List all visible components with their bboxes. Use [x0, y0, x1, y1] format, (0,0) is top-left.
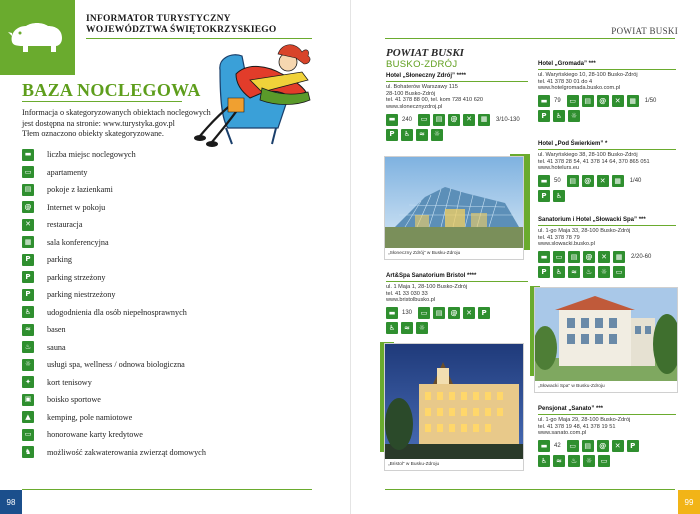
hotel-address: ul. 1-go Maja 29, 28-100 Busko-Zdrój: [538, 416, 631, 423]
hotel-website[interactable]: www.slonecznyzdroj.pl: [386, 104, 443, 111]
publication-title-line1: INFORMATOR TURYSTYCZNY: [86, 14, 231, 24]
legend-label: możliwość zakwaterowania zwierząt domowych: [47, 447, 206, 457]
legend-label: parking niestrzeżony: [47, 290, 116, 300]
header-divider: [385, 38, 675, 39]
intro-line: Tłem oznaczono obiekty skategoryzowane.: [22, 129, 164, 138]
spa-icon: ☼: [583, 455, 595, 467]
hotel-name: Hotel „Pod Świerkiem” *: [538, 141, 608, 147]
guarded-parking-icon: P: [22, 271, 34, 283]
amenity-icons: [538, 190, 676, 202]
amenity-icons: [538, 175, 676, 187]
wheelchair-icon: ♿: [386, 322, 398, 334]
tennis-icon: ✦: [22, 376, 34, 388]
apartment-icon: ▭: [567, 440, 579, 452]
sauna-icon: ♨: [22, 341, 34, 353]
bathroom-icon: ▤: [582, 440, 594, 452]
pool-icon: ≈: [553, 455, 565, 467]
district-title: POWIAT BUSKI: [386, 47, 464, 59]
hotel-entry: [538, 61, 676, 122]
photo-caption: „Bristol” w Busku-Zdroju: [385, 459, 523, 470]
restaurant-icon: ✕: [612, 95, 624, 107]
amenity-icons: [386, 322, 528, 334]
conference-capacity: 1/40: [629, 177, 642, 184]
legend-label: honorowane karty kredytowe: [47, 430, 143, 440]
legend-item: [22, 269, 206, 287]
publication-title: [86, 14, 276, 36]
hotel-city: 28-100 Busko-Zdrój: [386, 90, 436, 97]
conference-capacity: 1/50: [644, 97, 657, 104]
pool-icon: ≈: [401, 322, 413, 334]
wheelchair-icon: ♿: [553, 266, 565, 278]
hotel-website[interactable]: www.hotelurs.eu: [538, 165, 580, 172]
hotel-address: ul. Bohaterów Warszawy 115: [386, 83, 458, 90]
hotel-name: Pensjonat „Sanato” ***: [538, 406, 604, 412]
conference-icon: ▦: [613, 251, 625, 263]
wheelchair-icon: ♿: [553, 190, 565, 202]
internet-icon: @: [582, 175, 594, 187]
legend-item: [22, 339, 206, 357]
hotel-name: Hotel „Słoneczny Zdrój” ****: [386, 73, 467, 79]
internet-icon: @: [22, 201, 34, 213]
legend-label: udogodnienia dla osób niepełnosprawnych: [47, 307, 187, 317]
hotel-name: Hotel „Gromada” ***: [538, 61, 596, 67]
legend-label: usługi spa, wellness / odnowa biologiczna: [47, 360, 185, 370]
legend-label: kort tenisowy: [47, 377, 92, 387]
hotel-divider: [538, 69, 676, 70]
hotel-website[interactable]: www.hotelgromada.busko.com.pl: [538, 85, 621, 92]
page-spine: [350, 0, 351, 514]
apartment-icon: ▭: [553, 251, 565, 263]
hotel-entry: [538, 406, 676, 467]
wheelchair-icon: ♿: [401, 129, 413, 141]
bed-icon: ▬: [538, 440, 550, 452]
conference-capacity: 2/20-60: [631, 253, 652, 260]
region-header: POWIAT BUSKI: [611, 26, 678, 36]
legend-item: [22, 321, 206, 339]
restaurant-icon: ✕: [22, 219, 34, 231]
hotel-website[interactable]: www.sanato.com.pl: [538, 430, 587, 437]
section-divider: [22, 101, 182, 102]
apartment-icon: ▭: [418, 307, 430, 319]
parking-icon: P: [386, 129, 398, 141]
spa-icon: ☼: [598, 266, 610, 278]
internet-icon: @: [448, 114, 460, 126]
apartment-icon: ▭: [567, 95, 579, 107]
wheelchair-icon: ♿: [538, 455, 550, 467]
restaurant-icon: ✕: [463, 114, 475, 126]
hotel-address: ul. 1-go Maja 33, 28-100 Busko-Zdrój: [538, 227, 631, 234]
amenity-icons: [386, 114, 528, 126]
credit-card-icon: ▭: [613, 266, 625, 278]
hotel-divider: [386, 81, 528, 82]
pets-icon: ♞: [22, 446, 34, 458]
amenity-icons: [538, 266, 676, 278]
parking-icon: P: [538, 190, 550, 202]
credit-card-icon: ▭: [598, 455, 610, 467]
hotel-photo: [384, 343, 524, 471]
legend-item: [22, 391, 206, 409]
legend-label: Internet w pokoju: [47, 202, 106, 212]
hotel-address: ul. Waryńskiego 38, 28-100 Busko-Zdrój: [538, 151, 638, 158]
legend-label: pokoje z łazienkami: [47, 185, 113, 195]
bed-icon: ▬: [386, 114, 398, 126]
legend-item: [22, 374, 206, 392]
intro-line: Informacja o skategoryzowanych obiektach noclegowych: [22, 108, 211, 117]
restaurant-icon: ✕: [463, 307, 475, 319]
apartment-icon: ▭: [22, 166, 34, 178]
apartment-icon: ▭: [418, 114, 430, 126]
bathroom-icon: ▤: [22, 184, 34, 196]
intro-text: [22, 108, 232, 140]
amenity-icons: [538, 95, 676, 107]
legend-item: [22, 251, 206, 269]
bed-count: 42: [554, 442, 561, 449]
restaurant-icon: ✕: [597, 175, 609, 187]
hotel-photo: [384, 156, 524, 260]
bathroom-icon: ▤: [567, 175, 579, 187]
bed-icon: ▬: [538, 251, 550, 263]
bison-icon: [6, 16, 68, 54]
spa-icon: ☼: [22, 359, 34, 371]
bed-count: 130: [402, 309, 413, 316]
legend-item: [22, 304, 206, 322]
conference-icon: ▦: [627, 95, 639, 107]
legend-item: [22, 146, 206, 164]
hotel-divider: [538, 225, 676, 226]
hotel-divider: [538, 149, 676, 150]
hotel-name: Sanatorium i Hotel „Słowacki Spa” ***: [538, 217, 646, 223]
internet-icon: @: [583, 251, 595, 263]
legend-item: [22, 286, 206, 304]
conference-capacity: 3/10-130: [496, 116, 520, 123]
mascot-illustration: [192, 40, 332, 158]
internet-icon: @: [597, 95, 609, 107]
internet-icon: @: [448, 307, 460, 319]
bristol-night-image: [385, 344, 524, 461]
footer-divider: [22, 489, 312, 490]
legend-label: kemping, pole namiotowe: [47, 412, 133, 422]
pool-icon: ≈: [22, 324, 34, 336]
sauna-icon: ♨: [583, 266, 595, 278]
legend-item: [22, 409, 206, 427]
hotel-address: ul. 1 Maja 1, 28-100 Busko-Zdrój: [386, 283, 468, 290]
restaurant-icon: ✕: [598, 251, 610, 263]
photo-caption: „Słowacki Spa” w Busku-Zdroju: [535, 381, 677, 392]
parking-icon: P: [478, 307, 490, 319]
restaurant-icon: ✕: [612, 440, 624, 452]
footer-divider: [385, 489, 675, 490]
internet-icon: @: [597, 440, 609, 452]
page-number: 99: [678, 490, 700, 514]
hotel-divider: [386, 281, 528, 282]
parking-icon: P: [627, 440, 639, 452]
hotel-phone: tel. 41 378 28 54, 41 378 14 64, 370 865 051: [538, 158, 650, 165]
unguarded-parking-icon: P: [22, 289, 34, 301]
photo-caption: „Słoneczny Zdrój” w Busku-Zdroju: [385, 248, 523, 259]
page-number: 98: [0, 490, 22, 514]
bathroom-icon: ▤: [433, 307, 445, 319]
legend-label: basen: [47, 325, 66, 335]
bed-count: 240: [402, 116, 413, 123]
legend-item: [22, 356, 206, 374]
section-title: BAZA NOCLEGOWA: [22, 80, 201, 100]
publication-title-line2: WOJEWÓDZTWA ŚWIĘTOKRZYSKIEGO: [86, 25, 277, 35]
bathroom-icon: ▤: [433, 114, 445, 126]
hotel-phone: tel. 41 378 19 48, 41 378 19 51: [538, 423, 616, 430]
sports-field-icon: ▣: [22, 394, 34, 406]
legend-label: parking: [47, 255, 73, 265]
legend-label: sauna: [47, 342, 66, 352]
legend-item: [22, 164, 206, 182]
legend-item: [22, 234, 206, 252]
wheelchair-icon: ♿: [553, 110, 565, 122]
hotel-website[interactable]: www.slowacki.busko.pl: [538, 241, 595, 248]
conference-icon: ▦: [612, 175, 624, 187]
town-title: BUSKO-ZDRÓJ: [386, 59, 458, 70]
brand-logo: [0, 0, 75, 75]
amenity-icons: [538, 251, 676, 263]
hotel-entry: [538, 217, 676, 278]
bathroom-icon: ▤: [582, 95, 594, 107]
intro-line: jest dostępna na stronie: www.turystyka.gov.pl: [22, 118, 175, 128]
amenity-icons: [386, 129, 528, 141]
sauna-icon: ♨: [568, 455, 580, 467]
bed-icon: ▬: [538, 175, 550, 187]
hotel-phone: tel. 41 378 78 79: [538, 234, 580, 241]
hotel-website[interactable]: www.bristolbusko.pl: [386, 297, 436, 304]
legend-label: parking strzeżony: [47, 272, 106, 282]
legend-item: [22, 181, 206, 199]
parking-icon: P: [538, 266, 550, 278]
wheelchair-icon: ♿: [22, 306, 34, 318]
spa-icon: ☼: [431, 129, 443, 141]
spa-icon: ☼: [416, 322, 428, 334]
legend-label: liczba miejsc noclegowych: [47, 150, 136, 160]
credit-card-icon: ▭: [22, 429, 34, 441]
hotel-divider: [538, 414, 676, 415]
bed-count: 50: [554, 177, 561, 184]
amenity-icons: [386, 307, 528, 319]
conference-icon: ▦: [22, 236, 34, 248]
hotel-name: Art&Spa Sanatorium Bristol ****: [386, 273, 477, 279]
amenity-icons: [538, 440, 676, 452]
pool-icon: ≈: [416, 129, 428, 141]
legend-label: boisko sportowe: [47, 395, 101, 405]
hotel-entry: [386, 273, 528, 334]
legend-item: [22, 426, 206, 444]
conference-icon: ▦: [478, 114, 490, 126]
hotel-phone: tel. 41 33 030 33: [386, 290, 428, 297]
legend-list: [22, 146, 206, 461]
bed-icon: ▬: [386, 307, 398, 319]
glass-building-image: [385, 157, 524, 250]
hotel-phone: tel. 41 378 88 00, tel. kom 728 410 620: [386, 97, 484, 104]
spa-icon: ☼: [568, 110, 580, 122]
hotel-address: ul. Waryńskiego 10, 28-100 Busko-Zdrój: [538, 71, 638, 78]
bed-icon: ▬: [538, 95, 550, 107]
bathroom-icon: ▤: [568, 251, 580, 263]
parking-icon: P: [22, 254, 34, 266]
legend-label: restauracja: [47, 220, 83, 230]
hotel-phone: tel. 41 378 30 01 do 4: [538, 78, 593, 85]
hotel-photo: [534, 287, 678, 393]
amenity-icons: [538, 455, 676, 467]
legend-item: [22, 199, 206, 217]
pool-icon: ≈: [568, 266, 580, 278]
slowacki-building-image: [535, 288, 678, 383]
parking-icon: P: [538, 110, 550, 122]
legend-item: [22, 216, 206, 234]
bed-icon: ▬: [22, 149, 34, 161]
header-divider: [86, 38, 312, 39]
hotel-entry: [386, 73, 528, 141]
legend-label: apartamenty: [47, 167, 88, 177]
camping-icon: ▲: [22, 411, 34, 423]
bed-count: 79: [554, 97, 561, 104]
legend-item: [22, 444, 206, 462]
amenity-icons: [538, 110, 676, 122]
legend-label: sala konferencyjna: [47, 237, 109, 247]
hotel-entry: [538, 141, 676, 202]
